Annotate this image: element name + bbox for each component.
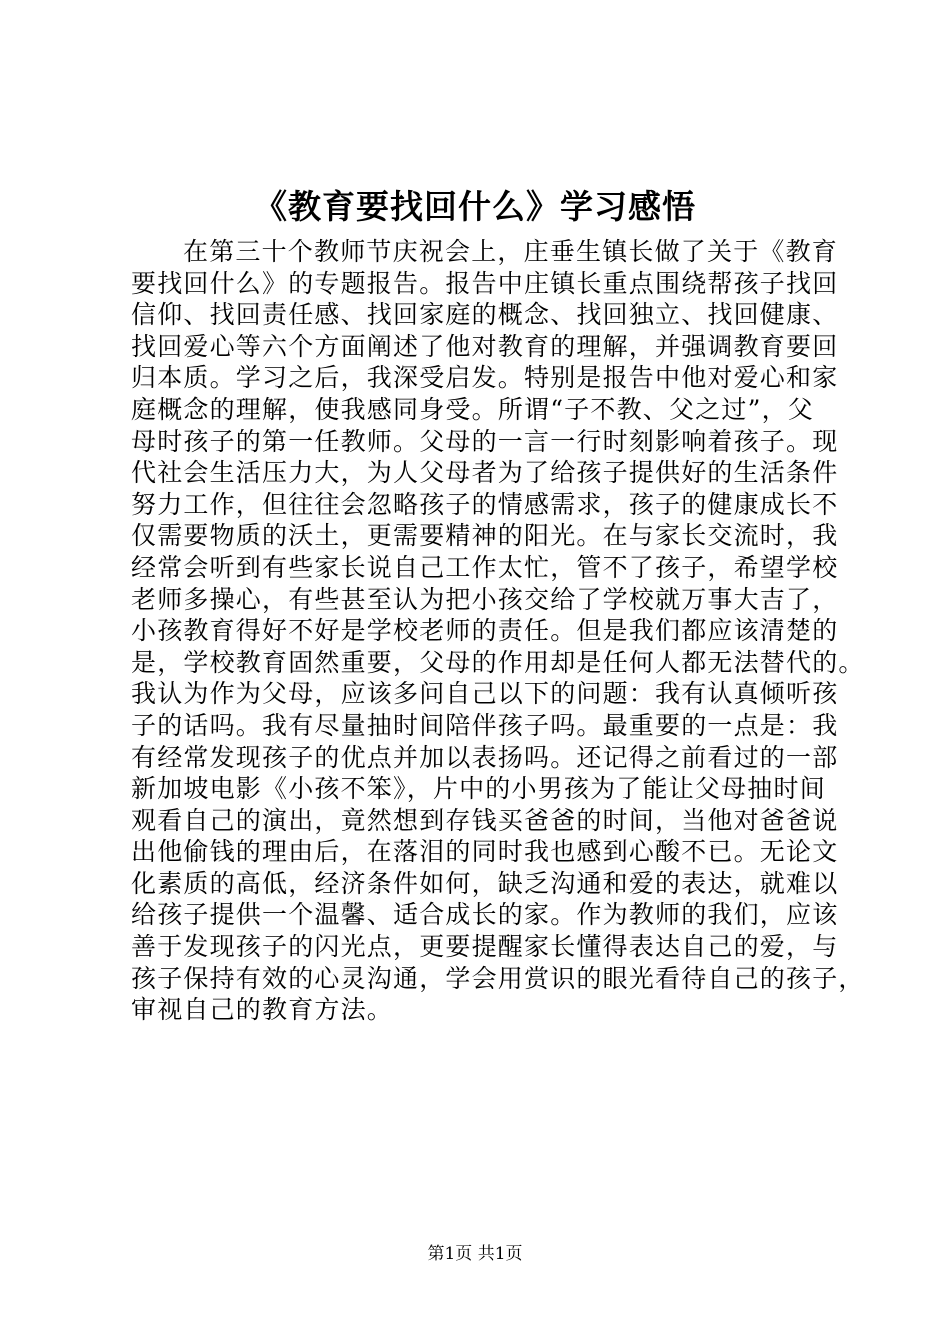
body-line: 仅需要物质的沃土，更需要精神的阳光。在与家长交流时，我 xyxy=(131,521,839,551)
body-line: 信仰、找回责任感、找回家庭的概念、找回独立、找回健康、 xyxy=(131,300,839,330)
body-line: 要找回什么》的专题报告。报告中庄镇长重点围绕帮孩子找回 xyxy=(131,268,839,298)
body-line: 小孩教育得好不好是学校老师的责任。但是我们都应该清楚的 xyxy=(131,616,839,646)
body-line: 努力工作，但往往会忽略孩子的情感需求，孩子的健康成长不 xyxy=(131,489,839,519)
body-line: 出他偷钱的理由后，在落泪的同时我也感到心酸不已。无论文 xyxy=(131,837,839,867)
body-line: 在第三十个教师节庆祝会上，庄垂生镇长做了关于《教育 xyxy=(183,237,839,266)
body-line: 是，学校教育固然重要，父母的作用却是任何人都无法替代的。 xyxy=(131,647,865,677)
body-line: 给孩子提供一个温馨、适合成长的家。作为教师的我们，应该 xyxy=(131,900,839,930)
page-footer: 第1页 共1页 xyxy=(427,1244,523,1264)
body-line: 经常会听到有些家长说自己工作太忙，管不了孩子，希望学校 xyxy=(131,552,839,582)
body-line: 化素质的高低，经济条件如何，缺乏沟通和爱的表达，就难以 xyxy=(131,868,839,898)
body-line: 代社会生活压力大，为人父母者为了给孩子提供好的生活条件 xyxy=(131,458,839,488)
body-line: 子的话吗。我有尽量抽时间陪伴孩子吗。最重要的一点是：我 xyxy=(131,710,839,740)
body-line: 有经常发现孩子的优点并加以表扬吗。还记得之前看过的一部 xyxy=(131,742,839,772)
body-line: 善于发现孩子的闪光点，更要提醒家长懂得表达自己的爱，与 xyxy=(131,932,839,962)
body-line: 母时孩子的第一任教师。父母的一言一行时刻影响着孩子。现 xyxy=(131,426,839,456)
body-line: 归本质。学习之后，我深受启发。特别是报告中他对爱心和家 xyxy=(131,363,839,393)
body-line: 新加坡电影《小孩不笨》，片中的小男孩为了能让父母抽时间 xyxy=(131,774,826,804)
document-title: 《教育要找回什么》学习感悟 xyxy=(254,187,696,226)
body-line: 找回爱心等六个方面阐述了他对教育的理解，并强调教育要回 xyxy=(131,331,839,361)
document-body xyxy=(131,236,865,1026)
body-line: 老师多操心，有些甚至认为把小孩交给了学校就万事大吉了， xyxy=(131,584,839,614)
body-line: 审视自己的教育方法。 xyxy=(131,995,394,1025)
body-line: 孩子保持有效的心灵沟通，学会用赏识的眼光看待自己的孩子， xyxy=(131,963,865,993)
body-line: 庭概念的理解，使我感同身受。所谓“子不教、父之过”，父 xyxy=(131,394,814,424)
body-line: 我认为作为父母，应该多问自己以下的问题：我有认真倾听孩 xyxy=(131,679,839,709)
body-line: 观看自己的演出，竟然想到存钱买爸爸的时间，当他对爸爸说 xyxy=(131,805,839,835)
